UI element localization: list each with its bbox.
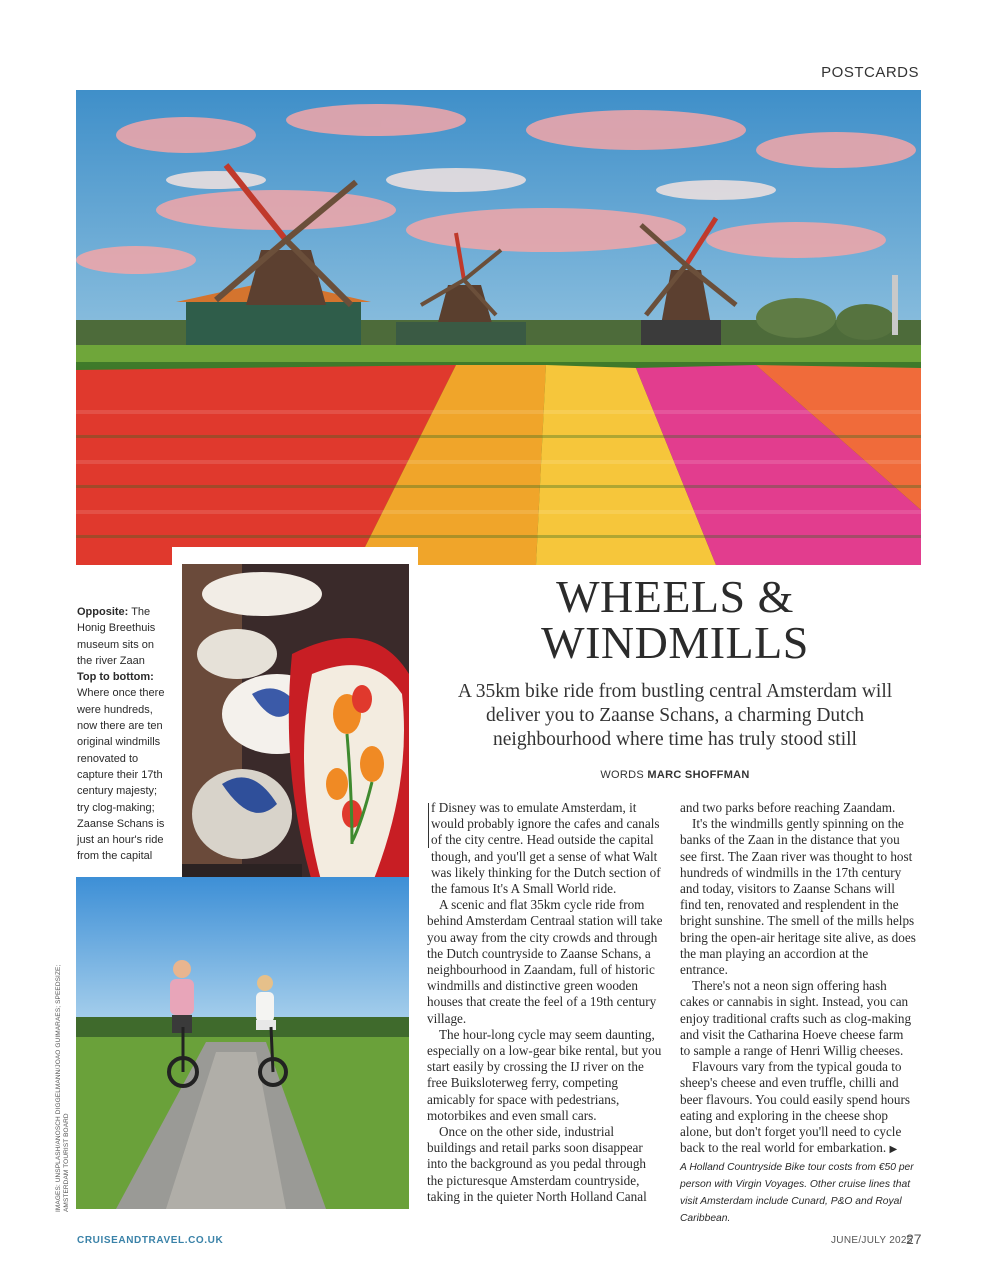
- clogs-photo: [182, 564, 409, 896]
- image-credits: [55, 962, 71, 1212]
- section-label: POSTCARDS: [821, 64, 919, 81]
- body-paragraph: Once on the other side, industrial buildings and retail parks soon disappear into the background as you pedal through the picturesque Amsterdam countryside, taking in the quieter North Holland Canal: [427, 1124, 647, 1204]
- headline: [430, 571, 920, 668]
- caption-order-label: Top to bottom:: [77, 671, 154, 684]
- endnote: A Holland Countryside Bike tour costs from €50 per person with Virgin Voyages. Other cruise lines that visit Amsterdam include Cunard, P&O and Royal Caribbean.: [680, 1162, 914, 1225]
- body-paragraph: The hour-long cycle may seem daunting, especially on a low-gear bike rental, but you start easily by crossing the IJ river on the free Buiksloterweg ferry, competing amicably for space with pedestrians, motorbikes and even small cars.: [427, 1026, 662, 1123]
- byline: [430, 769, 920, 781]
- caption-order-text: Where once there were hundreds, now there are ten original windmills renovated to capture their 17th century majesty; try clog-making; Zaanse Schans is just an hour's ride from the capital: [77, 687, 165, 863]
- body-paragraph: There's not a neon sign offering hash cakes or cannabis in sight. Instead, you can enjoy traditional crafts such as clog-making and visit the Catharina Hoeve cheese farm to sample a range of Henri Willig cheeses.: [680, 978, 912, 1059]
- body-paragraph: and two parks before reaching Zaandam.: [680, 800, 896, 815]
- headline-line-2: WINDMILLS: [541, 617, 809, 668]
- photo-caption: [77, 604, 167, 865]
- byline-author: MARC SHOFFMAN: [647, 769, 750, 781]
- body-column-1: [427, 800, 663, 1205]
- credits-line-1: IMAGES: UNSPLASH/ANOSCH DIGGELMANN/JOAO GUIMARAES; SPEEDSIZE;: [55, 964, 62, 1212]
- body-paragraph-last: [680, 1059, 916, 1158]
- caption-opposite-text: The Honig Breethuis museum sits on the river Zaan: [77, 606, 156, 667]
- page-number: 27: [906, 1231, 922, 1247]
- footer-website-link[interactable]: CRUISEANDTRAVEL.CO.UK: [77, 1235, 224, 1246]
- body-paragraph: It's the windmills gently spinning on the banks of the Zaan in the distance that you see first. The Zaan river was thought to host hundreds of windmills in the 17th century and today, visitors to Zaanse Schans will find ten, renovated and resplendent in the bright sunshine. The smell of the mills helps bring the open-air heritage site alive, as does the man playing an accordion at the entrance.: [680, 816, 916, 978]
- body-paragraph: A scenic and flat 35km cycle ride from behind Amsterdam Centraal station will take you away from the city crowds and through the Dutch countryside to Zaanse Schans, a neighbourhood in Zaandam, full of historic windmills and distinctive green wooden houses that create the feel of a 19th century village.: [427, 897, 663, 1026]
- caption-opposite-label: Opposite:: [77, 606, 129, 618]
- last-paragraph-text: Flavours vary from the typical gouda to sheep's cheese and even truffle, chilli and beer flavours. You could easily spend hours eating and exploring in the cheese shop alone, but don't forget you'll need to cycle back to the real world for embarkation.: [680, 1059, 911, 1156]
- footer-issue-date: JUNE/JULY 2025: [831, 1235, 913, 1246]
- hero-photo-windmills-tulips: [76, 90, 921, 565]
- end-mark-icon: ▶: [889, 1144, 898, 1156]
- headline-line-1: WHEELS &: [556, 571, 794, 622]
- standfirst: A 35km bike ride from bustling central Amsterdam will deliver you to Zaanse Schans, a charming Dutch neighbourhood where time has truly stood still: [457, 681, 893, 750]
- cyclists-photo: [76, 877, 409, 1209]
- body-paragraph: f Disney was to emulate Amsterdam, it would probably ignore the cafes and canals of the city centre. Head outside the capital though, and you'll get a sense of what Walt was likely thinking for the Dutch section of the famous It's A Small World ride.: [431, 800, 661, 897]
- credits-line-2: AMSTERDAM TOURIST BOARD: [63, 1113, 70, 1212]
- body-column-2: [680, 800, 916, 1227]
- byline-label: WORDS: [600, 769, 645, 781]
